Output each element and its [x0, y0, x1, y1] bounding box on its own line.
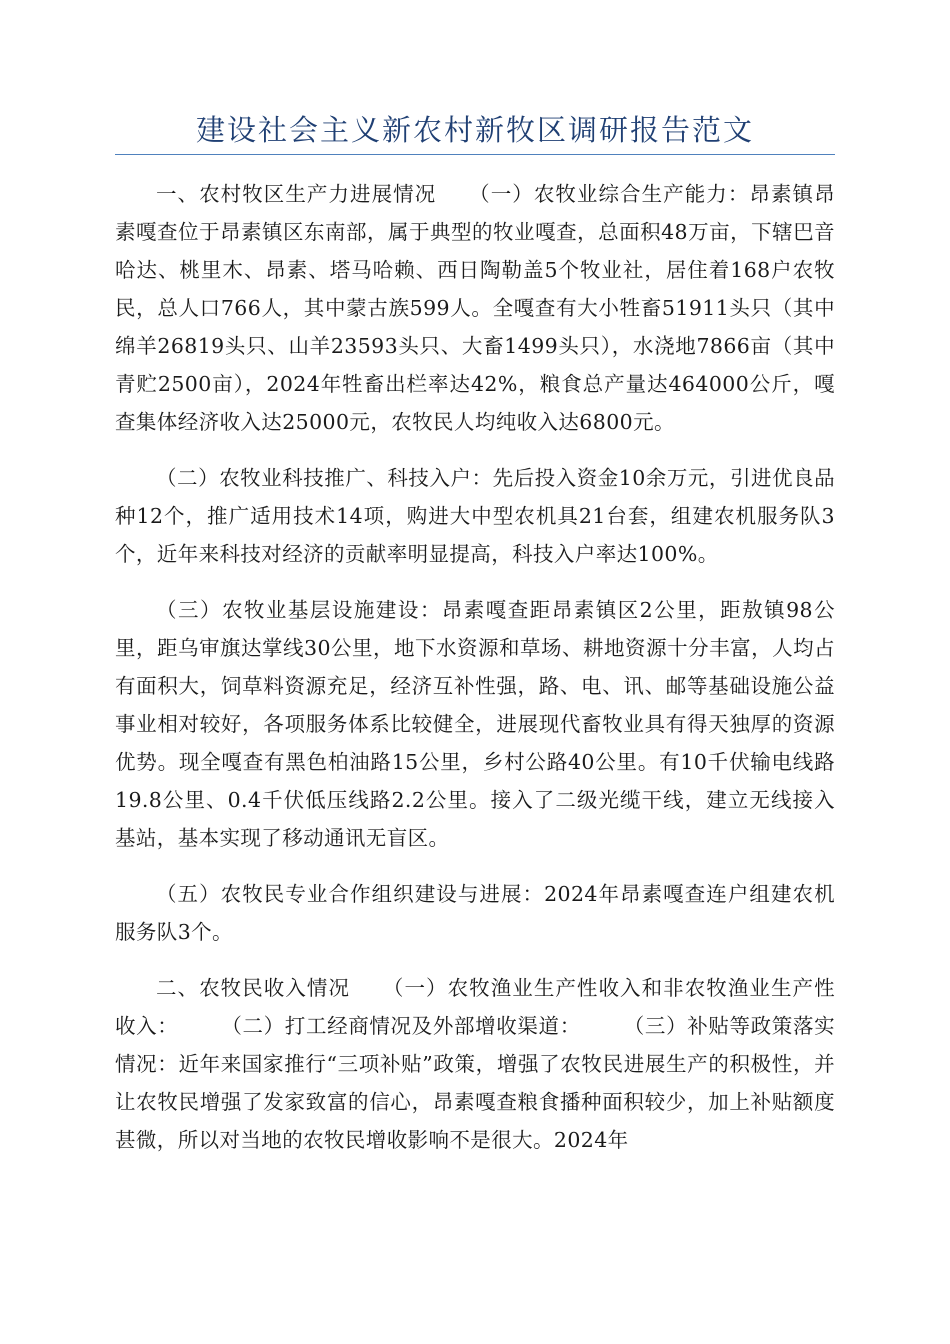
document-title: 建设社会主义新农村新牧区调研报告范文 — [195, 113, 754, 147]
paragraph-technology: （二）农牧业科技推广、科技入户：先后投入资金10余万元，引进优良品种12个，推广适用技术14项，购进大中型农机具21台套，组建农机服务队3个，近年来科技对经济的贡献率明显提高，科技入户率达100%。 — [115, 466, 835, 566]
paragraph-infrastructure: （三）农牧业基层设施建设：昂素嘎查距昂素镇区2公里，距敖镇98公里，距乌审旗达掌线30公里，地下水资源和草场、耕地资源十分丰富，人均占有面积大，饲草料资源充足，经济互补性强，路、电、讯、邮等基础设施公益事业相对较好，各项服务体系比较健全，进展现代畜牧业具有得天独厚的资源优势。现全嘎查有黑色柏油路15公里，乡村公路40公里。有10千伏输电线路19.8公里、0.4千伏低压线路2.2公里。接入了二级光缆干线，建立无线接入基站，基本实现了移动通讯无盲区。 — [115, 598, 835, 850]
document-body — [115, 175, 835, 1177]
paragraph-income: 二、农牧民收入情况 （一）农牧渔业生产性收入和非农牧渔业生产性收入： （二）打工经商情况及外部增收渠道： （三）补贴等政策落实情况：近年来国家推行“三项补贴”政策，增强了农牧民进展生产的积极性，并让农牧民增强了发家致富的信心，昂素嘎查粮食播种面积较少，加上补贴额度甚微，所以对当地的农牧民增收影响不是很大。2024年 — [115, 976, 835, 1152]
title-underline — [115, 154, 835, 155]
paragraph-cooperatives: （五）农牧民专业合作组织建设与进展：2024年昂素嘎查连户组建农机服务队3个。 — [115, 882, 835, 944]
paragraph-productivity: 一、农村牧区生产力进展情况 （一）农牧业综合生产能力：昂素镇昂素嘎查位于昂素镇区东南部，属于典型的牧业嘎查，总面积48万亩，下辖巴音哈达、桃里木、昂素、塔马哈赖、西日陶勒盖5个牧业社，居住着168户农牧民，总人口766人，其中蒙古族599人。全嘎查有大小牲畜51911头只（其中绵羊26819头只、山羊23593头只、大畜1499头只），水浇地7866亩（其中青贮2500亩），2024年牲畜出栏率达42%，粮食总产量达464000公斤，嘎查集体经济收入达25000元，农牧民人均纯收入达6800元。 — [115, 182, 835, 434]
